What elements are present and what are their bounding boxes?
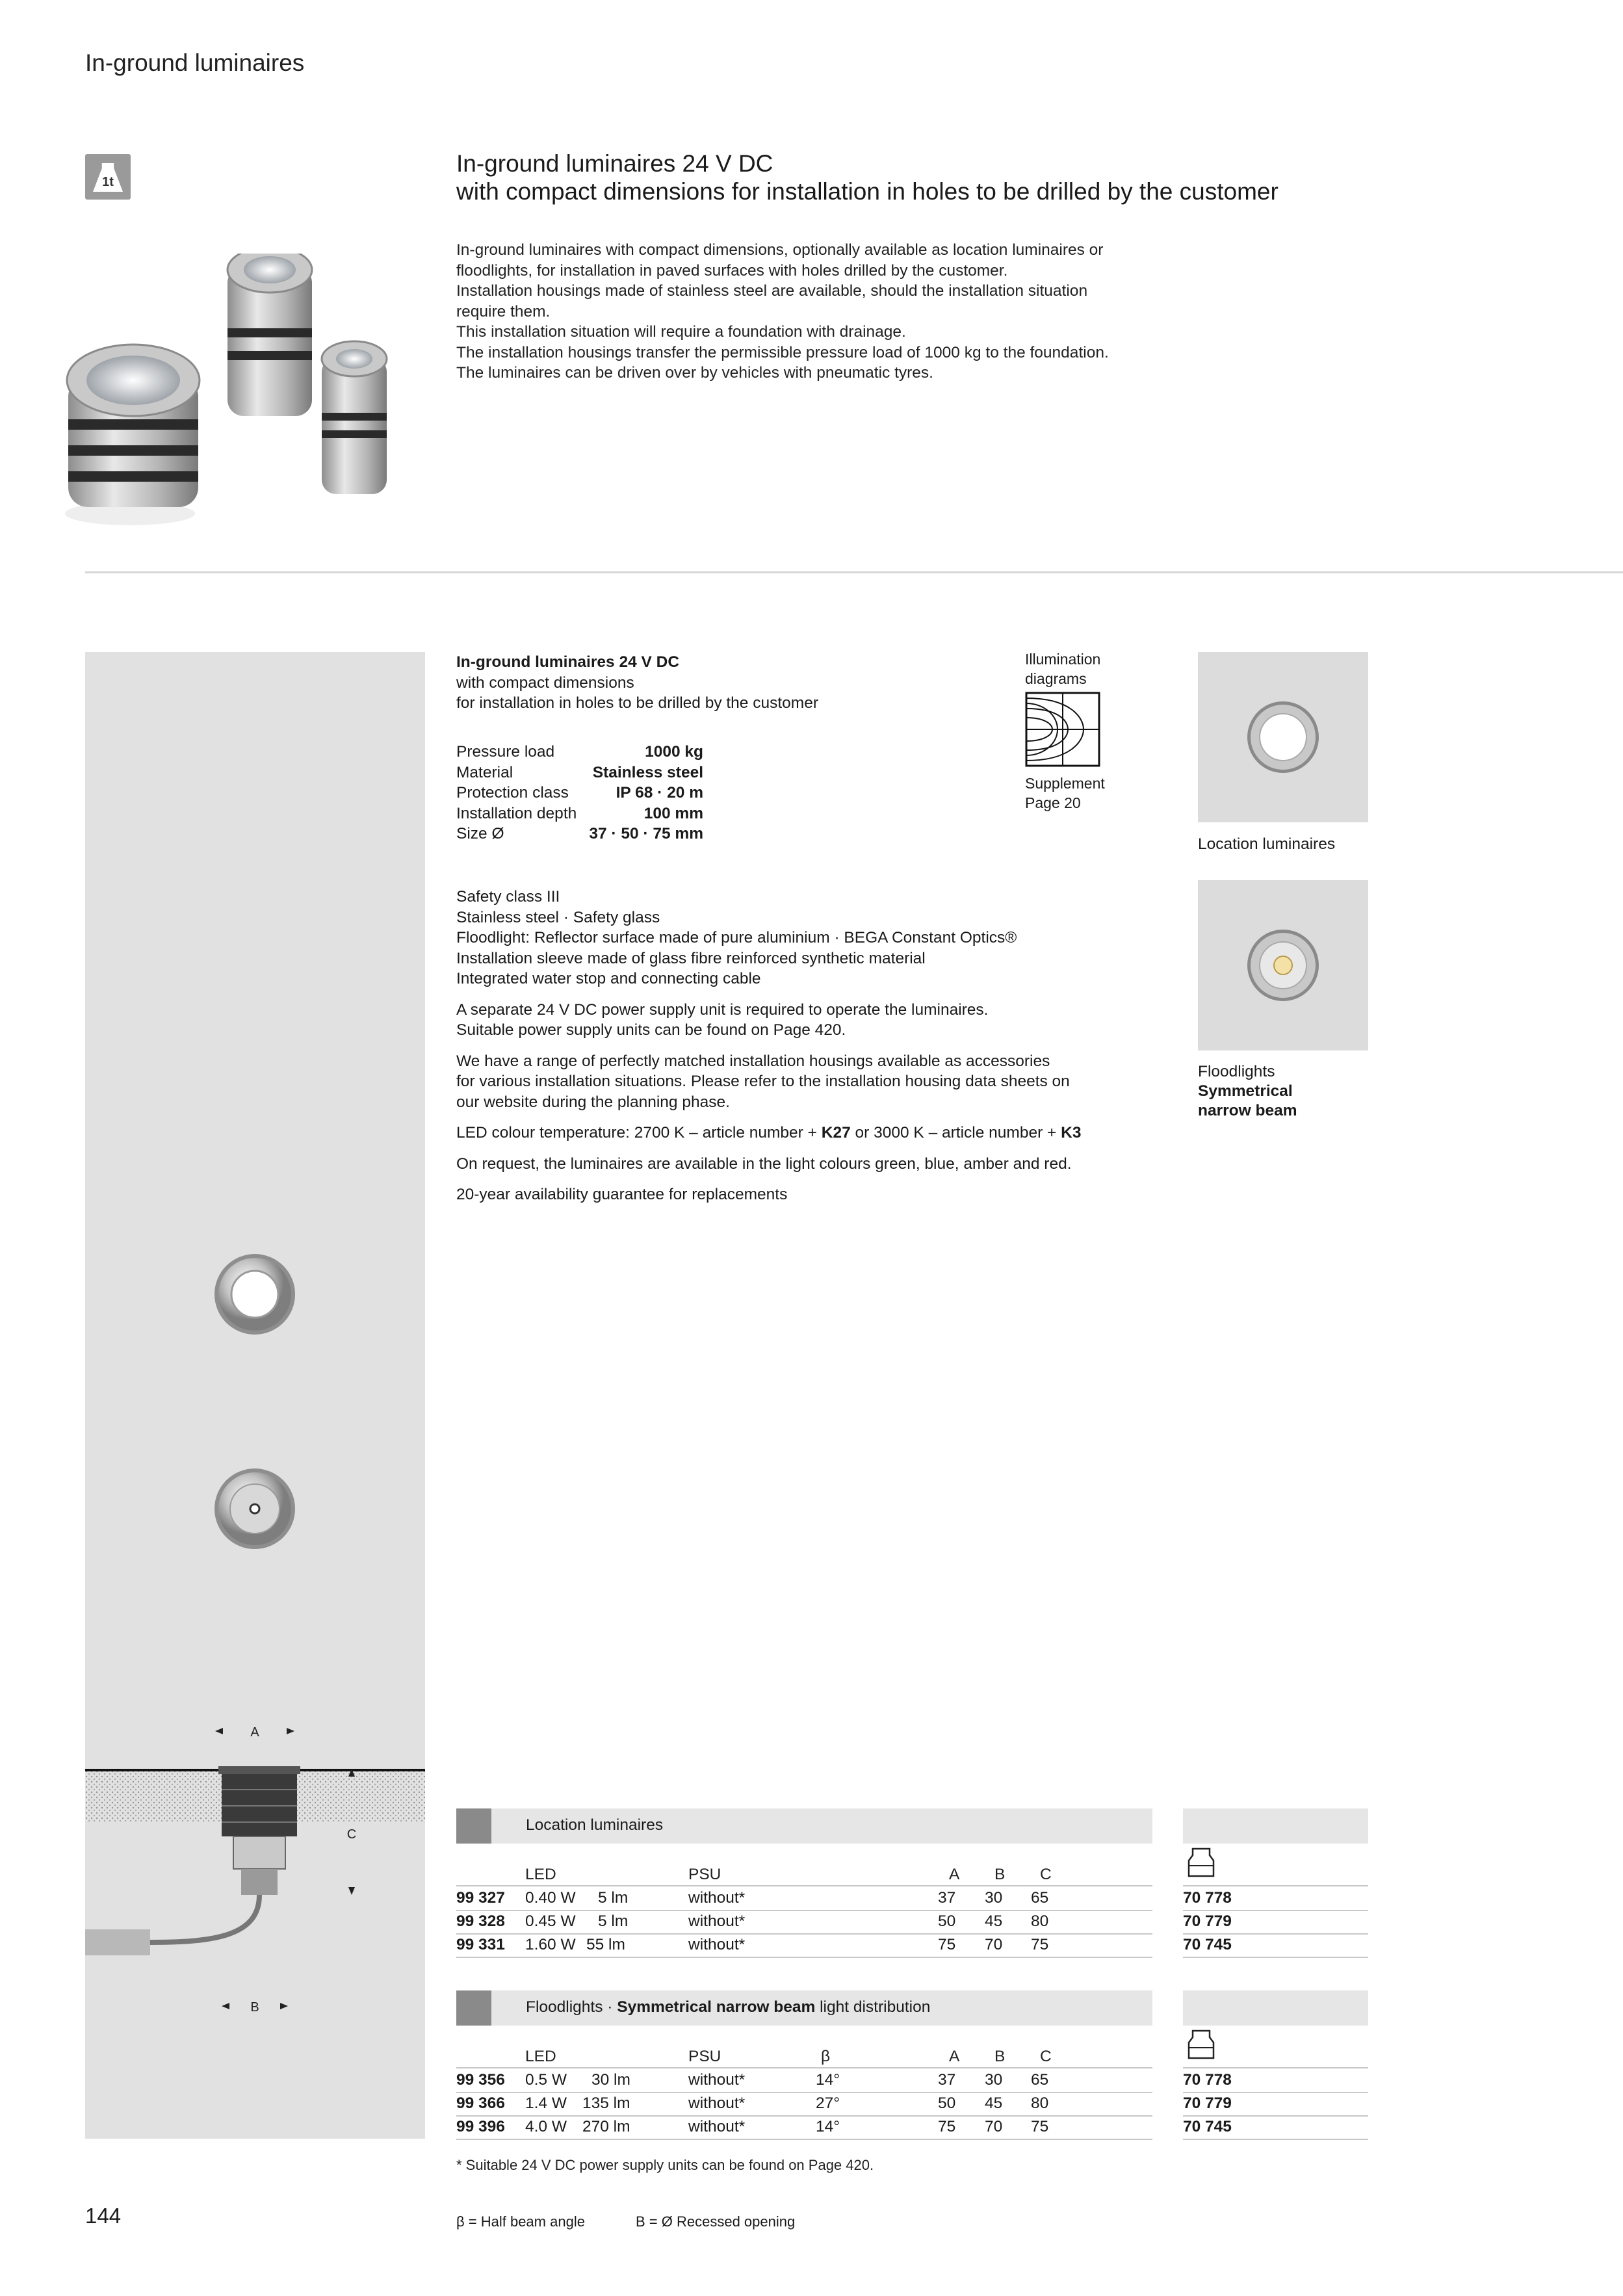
dimension-c-label: C [346,1827,357,1842]
accessory-row [1183,1910,1368,1935]
spec-row [456,763,703,783]
intro-line: floodlights, for installation in paved surfaces with holes drilled by the customer. [456,261,1008,280]
led-lumen: 30 lm [591,2071,630,2089]
article-number: 99 356 [456,2071,505,2089]
floodlight-label-line: Symmetrical [1198,1082,1293,1100]
accessory-row [1183,2068,1368,2093]
psu-note [456,1000,1139,1041]
installation-housing-icon [1186,2028,1216,2061]
intro-line: The installation housings transfer the permissible pressure load of 1000 kg to the foundation. [456,343,1109,361]
illumination-label-line: Illumination [1025,651,1101,668]
spec-value: IP 68 · 20 m [616,784,703,802]
psu-value: without* [688,2094,746,2112]
feature-text [456,887,1139,1216]
floodlight-label-line: Floodlights [1198,1063,1275,1080]
col-header-a: A [949,2048,960,2065]
dim-c-value: 65 [1031,1889,1049,1907]
spec-row [456,742,703,763]
table-row [456,2068,1152,2093]
beam-angle: 14° [816,2118,840,2135]
feature-line: Floodlight: Reflector surface made of pure aluminium · BEGA Constant Optics® [456,929,1017,946]
floodlight-label [1198,1062,1297,1121]
accessory-number: 70 778 [1183,1889,1232,1907]
load-badge-label: 1t [102,175,114,189]
narrow-beam-icon [456,1990,491,2026]
supplement-label [1025,774,1105,813]
location-beam-icon [456,1808,491,1844]
accessory-number: 70 778 [1183,2071,1232,2089]
led-watt: 0.40 W [525,1889,576,1907]
housing-note [456,1051,1139,1113]
intro-line: In-ground luminaires with compact dimensions, optionally available as location luminaires or [456,241,1104,259]
floodlight-label-line: narrow beam [1198,1102,1297,1119]
table-row [456,2092,1152,2117]
feature-line: Integrated water stop and connecting cable [456,970,761,987]
location-luminaire-label: Location luminaires [1198,835,1336,853]
intro-line: Installation housings made of stainless steel are available, should the installation situation [456,282,1088,300]
product-block-title-line-3: for installation in holes to be drilled by the customer [456,694,818,712]
dim-c-value: 65 [1031,2071,1049,2089]
housing-note-line: for various installation situations. Please refer to the installation housing data sheets on [456,1073,1070,1090]
supplement-label-line: Page 20 [1025,794,1081,811]
product-block-title-line-2: with compact dimensions [456,673,634,692]
col-header-psu: PSU [688,1866,721,1883]
weight-load-icon [85,154,131,200]
guarantee-note: 20-year availability guarantee for replacements [456,1186,788,1203]
col-header-psu: PSU [688,2048,721,2065]
led-colour-note [456,1123,1139,1143]
col-header-b: B [994,1866,1006,1883]
dim-c-value: 80 [1031,2094,1049,2112]
accessory-number: 70 745 [1183,2118,1232,2135]
led-lumen: 135 lm [582,2094,630,2112]
led-lumen: 270 lm [582,2118,630,2135]
dim-c-value: 80 [1031,1912,1049,1930]
dim-a-value: 75 [938,2118,956,2135]
spec-label: Installation depth [456,804,577,822]
section-title: In-ground luminaires [85,49,305,76]
col-header-led: LED [525,2048,556,2065]
led-note-text: or 3000 K – article number + [850,1124,1061,1141]
dim-a-value: 50 [938,1912,956,1930]
product-view-panel [85,652,425,2139]
illumination-diagram-icon[interactable] [1025,692,1100,767]
col-header-led: LED [525,1866,556,1883]
table-row [456,1886,1152,1911]
legend-beta: β = Half beam angle [456,2213,585,2230]
led-note-text: LED colour temperature: 2700 K – article number + [456,1124,822,1141]
article-number: 99 327 [456,1889,505,1907]
headline [456,150,1279,205]
headline-line-2: with compact dimensions for installation in holes to be drilled by the customer [456,178,1279,205]
psu-footnote: * Suitable 24 V DC power supply units can be found on Page 420. [456,2157,874,2173]
spec-value: 37 · 50 · 75 mm [589,825,703,842]
accessory-row [1183,2115,1368,2140]
led-watt: 1.60 W [525,1936,576,1953]
led-code-k27: K27 [821,1124,851,1141]
location-table-title: Location luminaires [526,1816,664,1834]
floodlight-title-text: light distribution [815,1998,931,2016]
intro-line: require them. [456,302,551,320]
spec-label: Pressure load [456,743,555,761]
feature-line: Stainless steel · Safety glass [456,908,660,926]
dim-b-value: 70 [985,1936,1003,1953]
accessory-row [1183,1886,1368,1911]
location-accessory-header [1183,1808,1368,1844]
spec-row [456,783,703,803]
led-watt: 0.5 W [525,2071,567,2089]
psu-value: without* [688,1889,746,1907]
dim-b-value: 70 [985,2118,1003,2135]
floodlight-title-bold: Symmetrical narrow beam [617,1998,816,2016]
dimension-a-label: A [250,1725,259,1740]
intro-text [456,240,1171,384]
psu-value: without* [688,1912,746,1930]
col-header-c: C [1040,1866,1052,1883]
product-hero-image [58,254,422,540]
page-number: 144 [85,2204,122,2228]
intro-line: This installation situation will require a foundation with drainage. [456,323,906,341]
product-drawings [85,652,425,2139]
article-number: 99 396 [456,2118,505,2135]
led-lumen: 5 lm [598,1889,629,1907]
dimension-b-label: B [250,2000,259,2015]
spec-value: Stainless steel [592,763,703,781]
col-header-beta: β [821,2048,831,2065]
led-code-k3: K3 [1061,1124,1082,1141]
spec-label: Protection class [456,784,569,802]
spec-value: 1000 kg [645,743,703,761]
led-watt: 4.0 W [525,2118,567,2135]
headline-line-1: In-ground luminaires 24 V DC [456,150,773,177]
floodlight-title-text: Floodlights · [526,1998,617,2016]
col-header-b: B [994,2048,1006,2065]
location-luminaire-thumbnail [1198,652,1368,822]
intro-line: The luminaires can be driven over by vehicles with pneumatic tyres. [456,364,933,382]
housing-note-line: our website during the planning phase. [456,1093,730,1111]
spec-list [456,742,703,844]
table-row [456,2115,1152,2140]
accessory-row [1183,1933,1368,1958]
table-row [456,1933,1152,1958]
dim-b-value: 30 [985,2071,1003,2089]
illumination-label-line: diagrams [1025,670,1087,687]
psu-value: without* [688,2071,746,2089]
dim-b-value: 30 [985,1889,1003,1907]
psu-note-line: A separate 24 V DC power supply unit is required to operate the luminaires. [456,1000,989,1019]
feature-line: Installation sleeve made of glass fibre reinforced synthetic material [456,949,926,967]
product-block-title [456,652,818,714]
led-watt: 0.45 W [525,1912,576,1930]
article-number: 99 331 [456,1936,505,1953]
article-number: 99 328 [456,1912,505,1930]
led-watt: 1.4 W [525,2094,567,2112]
floodlight-table-header [456,1990,1152,2026]
psu-value: without* [688,2118,746,2135]
beam-angle: 27° [816,2094,840,2112]
dim-c-value: 75 [1031,2118,1049,2135]
dim-a-value: 37 [938,2071,956,2089]
dim-a-value: 50 [938,2094,956,2112]
accessory-number: 70 779 [1183,1912,1232,1930]
colour-request-note: On request, the luminaires are available in the light colours green, blue, amber and red. [456,1155,1072,1173]
dim-b-value: 45 [985,1912,1003,1930]
led-lumen: 55 lm [586,1936,625,1953]
psu-note-line: Suitable power supply units can be found on Page 420. [456,1021,846,1039]
spec-label: Material [456,763,513,781]
spec-value: 100 mm [643,804,703,822]
accessory-number: 70 745 [1183,1936,1232,1953]
supplement-label-line: Supplement [1025,775,1105,792]
dim-a-value: 37 [938,1889,956,1907]
dim-c-value: 75 [1031,1936,1049,1953]
housing-note-line: We have a range of perfectly matched installation housings available as accessories [456,1052,1050,1070]
floodlight-table-title [526,1998,930,2016]
legend-b: B = Ø Recessed opening [636,2213,796,2230]
accessory-number: 70 779 [1183,2094,1232,2112]
illumination-label [1025,649,1100,688]
product-block-title-bold: In-ground luminaires 24 V DC [456,653,680,671]
spec-label: Size Ø [456,825,504,842]
dim-b-value: 45 [985,2094,1003,2112]
psu-value: without* [688,1936,746,1953]
floodlight-thumbnail [1198,880,1368,1050]
spec-row [456,803,703,824]
accessory-row [1183,2092,1368,2117]
article-number: 99 366 [456,2094,505,2112]
location-table-header [456,1808,1152,1844]
spec-row [456,824,703,844]
table-row [456,1910,1152,1935]
dim-a-value: 75 [938,1936,956,1953]
beam-angle: 14° [816,2071,840,2089]
col-header-c: C [1040,2048,1052,2065]
led-lumen: 5 lm [598,1912,629,1930]
installation-housing-icon [1186,1846,1216,1879]
feature-line: Safety class III [456,888,560,906]
floodlight-accessory-header [1183,1990,1368,2026]
section-divider [85,571,1623,573]
col-header-a: A [949,1866,960,1883]
